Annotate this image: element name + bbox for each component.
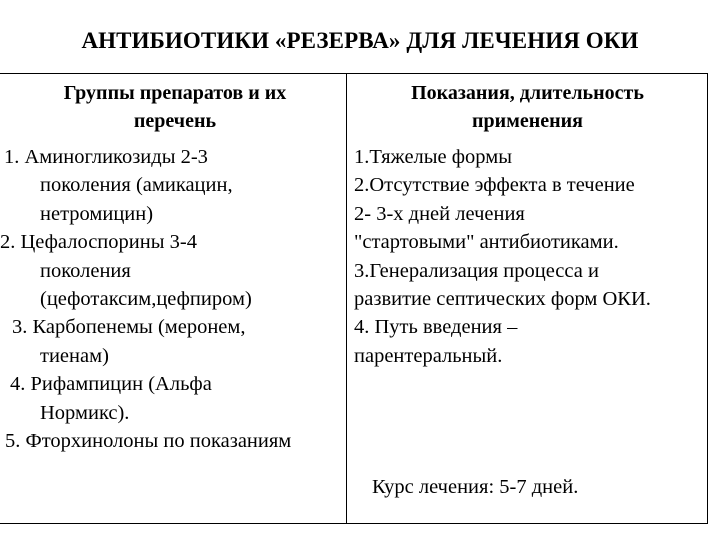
header-indications	[360, 79, 695, 136]
drug-line: Нормикс).	[40, 401, 130, 424]
column-divider	[346, 73, 347, 524]
drug-line: 2. Цефалоспорины 3-4	[0, 231, 197, 254]
drug-line: поколения (амикацин,	[40, 174, 233, 197]
drug-line: 3. Карбопенемы (меронем,	[12, 316, 246, 339]
indication-line: парентеральный.	[354, 344, 503, 367]
drug-line: 5. Фторхинолоны по показаниям	[5, 429, 292, 452]
indication-line: 1.Тяжелые формы	[354, 146, 512, 168]
indication-line: 4. Путь введения –	[354, 316, 518, 339]
indication-line: 2.Отсутствие эффекта в течение	[354, 174, 635, 197]
indication-line: 2- 3-х дней лечения	[354, 202, 525, 225]
header-drug-groups-line-1: Группы препаратов и их	[63, 82, 287, 104]
table-bottom-border	[0, 523, 708, 524]
header-drug-groups-line-2: перечень	[133, 110, 217, 133]
indication-line: 3.Генерализация процесса и	[354, 259, 599, 282]
drug-line: 4. Рифампицин (Альфа	[10, 373, 212, 396]
drug-groups-cell	[0, 143, 344, 455]
page-title: АНТИБИОТИКИ «РЕЗЕРВА» ДЛЯ ЛЕЧЕНИЯ ОКИ	[81, 28, 639, 53]
table-right-border	[707, 73, 708, 524]
course-duration: Курс лечения: 5-7 дней.	[372, 476, 579, 498]
indication-line: развитие септических форм ОКИ.	[354, 287, 651, 310]
indication-line: "стартовыми" антибиотиками.	[354, 231, 619, 254]
drug-line: (цефотаксим,цефпиром)	[40, 287, 252, 310]
indications-cell	[354, 143, 706, 370]
header-indications-line-1: Показания, длительность	[411, 82, 644, 104]
drug-line: нетромицин)	[40, 202, 154, 225]
antibiotics-table	[0, 73, 708, 524]
header-indications-line-2: применения	[472, 110, 583, 133]
drug-line: 1. Аминогликозиды 2-3	[4, 146, 208, 168]
drug-line: тиенам)	[40, 344, 109, 367]
table-top-border	[0, 73, 708, 74]
header-drug-groups	[30, 79, 320, 136]
drug-line: поколения	[40, 259, 131, 282]
